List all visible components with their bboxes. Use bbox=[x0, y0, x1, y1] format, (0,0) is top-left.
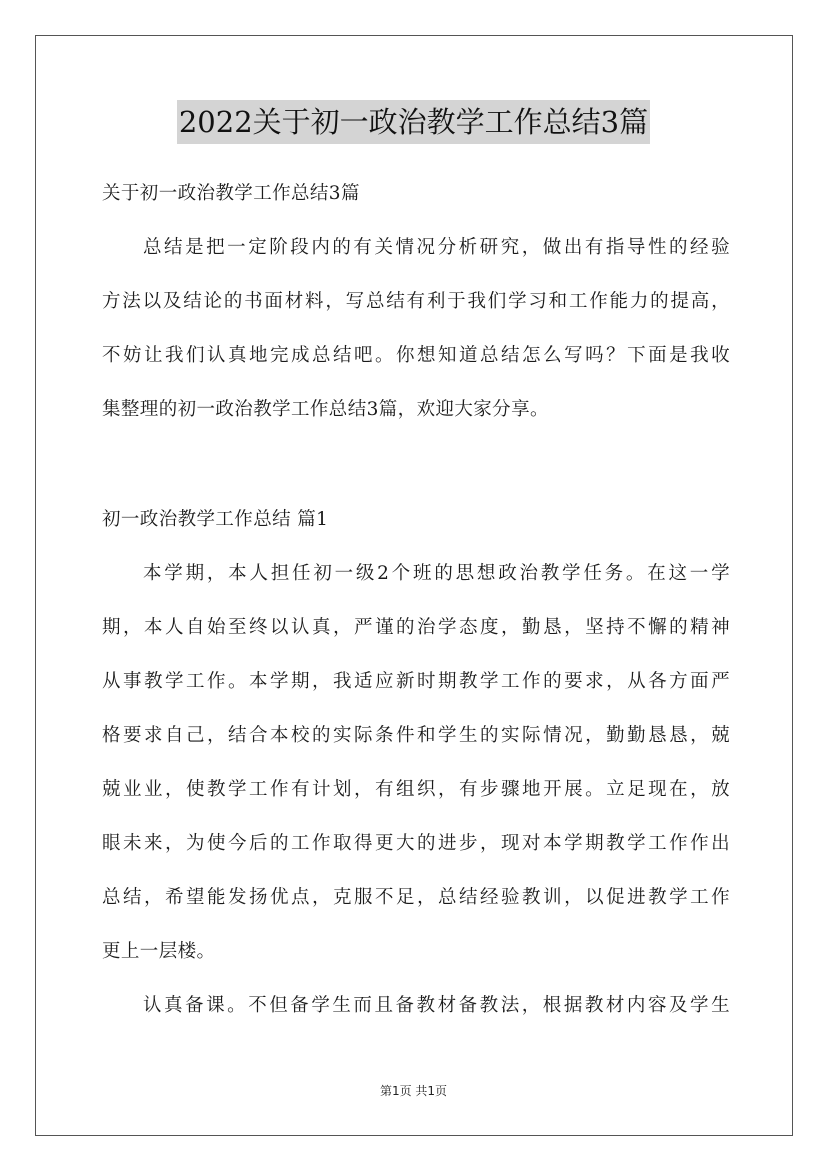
paragraph-line: 从事教学工作。本学期，我适应新时期教学工作的要求，从各方面严 bbox=[102, 671, 730, 692]
paragraph-line: 更上一层楼。 bbox=[102, 941, 216, 962]
paragraph-line: 格要求自己，结合本校的实际条件和学生的实际情况，勤勤恳恳，兢 bbox=[102, 725, 730, 746]
document-title bbox=[0, 100, 827, 149]
intro-line: 集整理的初一政治教学工作总结3篇，欢迎大家分享。 bbox=[102, 399, 549, 420]
intro-line: 总结是把一定阶段内的有关情况分析研究，做出有指导性的经验 bbox=[143, 237, 730, 258]
paragraph-line: 认真备课。不但备学生而且备教材备教法，根据教材内容及学生 bbox=[143, 995, 730, 1016]
section-heading: 初一政治教学工作总结 篇1 bbox=[102, 509, 329, 530]
paragraph-line: 本学期，本人担任初一级2个班的思想政治教学任务。在这一学 bbox=[143, 563, 730, 584]
intro-line: 不妨让我们认真地完成总结吧。你想知道总结怎么写吗？下面是我收 bbox=[102, 345, 730, 366]
paragraph-line: 总结，希望能发扬优点，克服不足，总结经验教训，以促进教学工作 bbox=[102, 887, 730, 908]
paragraph-line: 眼未来，为使今后的工作取得更大的进步，现对本学期教学工作作出 bbox=[102, 833, 730, 854]
paragraph-line: 期，本人自始至终以认真，严谨的治学态度，勤恳，坚持不懈的精神 bbox=[102, 617, 730, 638]
page-footer: 第1页 共1页 bbox=[379, 1084, 448, 1098]
paragraph-line: 兢业业，使教学工作有计划，有组织，有步骤地开展。立足现在，放 bbox=[102, 779, 730, 800]
document-subtitle: 关于初一政治教学工作总结3篇 bbox=[102, 183, 360, 204]
document-title-text: 2022关于初一政治教学工作总结3篇 bbox=[177, 100, 650, 144]
intro-line: 方法以及结论的书面材料，写总结有利于我们学习和工作能力的提高， bbox=[102, 291, 730, 312]
